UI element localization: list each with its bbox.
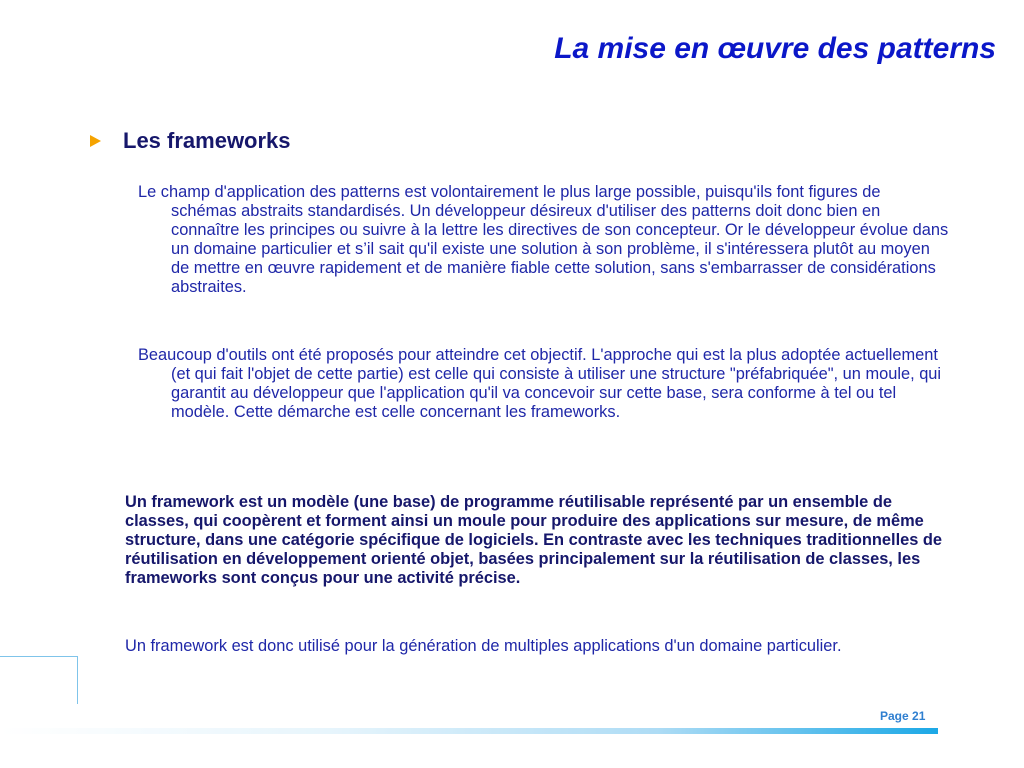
decorative-frame-line-vertical <box>77 656 78 704</box>
framework-definition: Un framework est un modèle (une base) de programme réutilisable représenté par un ensemble de classes, qui coopèrent et forment ainsi un moule pour produire des applications sur mesure, de même structure, dans une catégorie spécifique de logiciels. En contraste avec les techniques traditionnelles de réutilisation en développement orienté objet, basées principalement sur la réutilisation de classes, les frameworks sont conçus pour une activité précise. <box>125 493 943 587</box>
page-number: Page 21 <box>880 709 926 723</box>
triangle-bullet-icon <box>90 135 101 147</box>
framework-conclusion: Un framework est donc utilisé pour la génération de multiples applications d'un domaine particulier. <box>125 637 842 655</box>
decorative-frame-line-horizontal <box>0 656 78 657</box>
slide-title: La mise en œuvre des patterns <box>554 32 996 65</box>
paragraph-tools-approach: Beaucoup d'outils ont été proposés pour atteindre cet objectif. L'approche qui est la plus adoptée actuellement (et qui fait l'objet de cette partie) est celle qui consiste à utiliser une structure "préfabriquée", un moule, qui garantit au développeur que l'application qu'il va concevoir sur cette base, sera conforme à tel ou tel modèle. Cette démarche est celle concernant les frameworks. <box>138 346 942 421</box>
paragraph-patterns-scope: Le champ d'application des patterns est volontairement le plus large possible, puisqu'ils font figures de schémas abstraits standardisés. Un développeur désireux d'utiliser des patterns doit donc bien en connaître les principes ou suivre à la lettre les directives de son concepteur. Or le développeur évolue dans un domaine particulier et s’il sait qu'il existe une solution à son problème, il s'intéressera plutôt au moyen de mettre en œuvre rapidement et de manière fiable cette solution, sans s'embarrasser de considérations abstraites. <box>138 183 949 296</box>
bullet-section <box>90 128 291 154</box>
bullet-heading: Les frameworks <box>123 128 291 153</box>
footer-gradient-bar <box>0 728 938 734</box>
